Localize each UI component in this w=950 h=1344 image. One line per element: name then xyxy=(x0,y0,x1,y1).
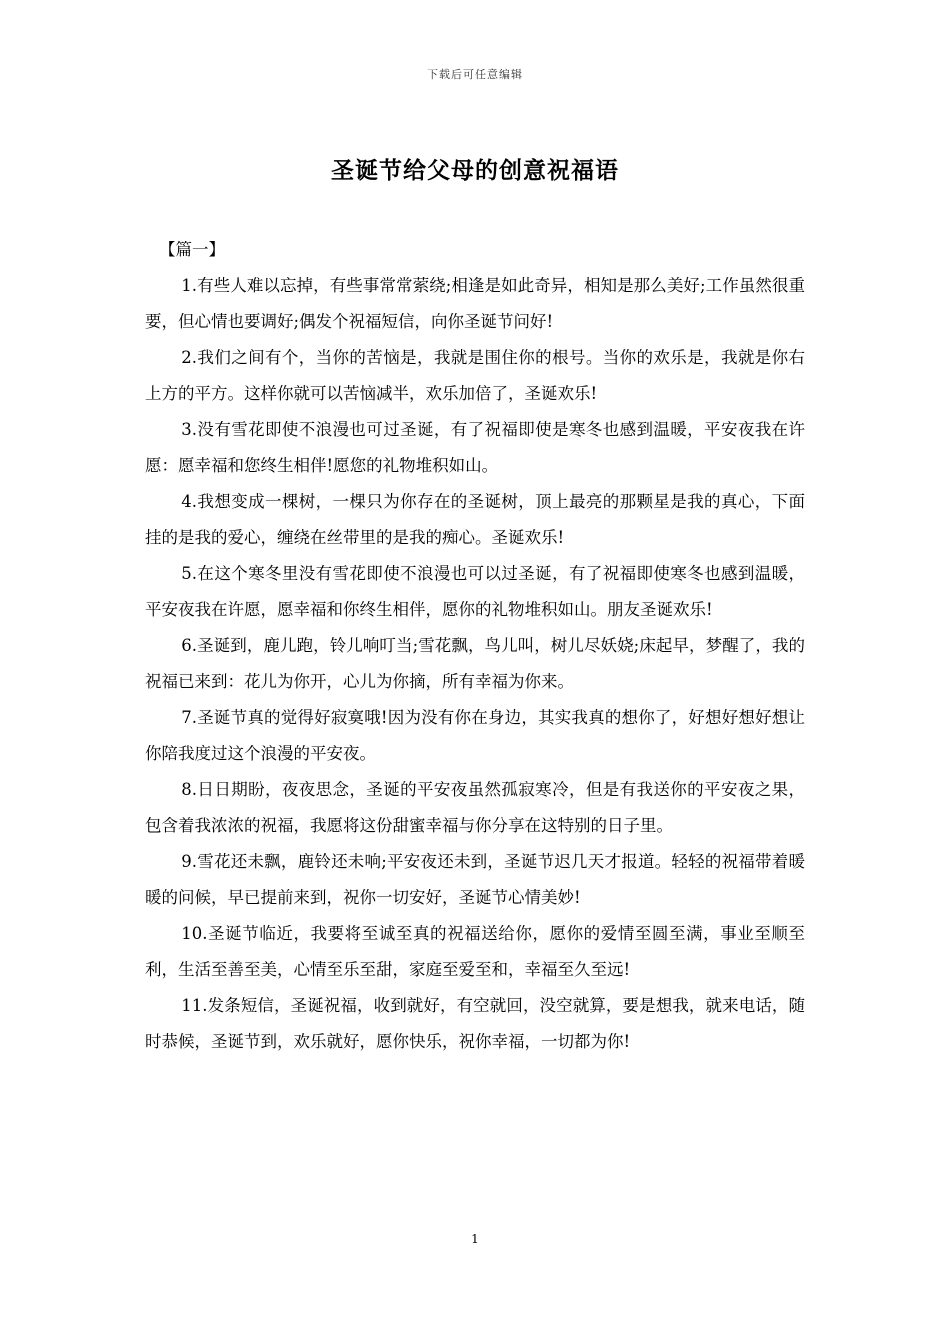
paragraph-4: 4.我想变成一棵树，一棵只为你存在的圣诞树，顶上最亮的那颗星是我的真心，下面挂的是我的爱心，缠绕在丝带里的是我的痴心。圣诞欢乐! xyxy=(145,492,805,547)
page-number: 1 xyxy=(471,1232,479,1246)
paragraph-10: 10.圣诞节临近，我要将至诚至真的祝福送给你，愿你的爱情至圆至满，事业至顺至利，生活至善至美，心情至乐至甜，家庭至爱至和，幸福至久至远! xyxy=(145,924,805,979)
document-body xyxy=(145,232,805,1060)
paragraph-6: 6.圣诞到，鹿儿跑，铃儿响叮当;雪花飘，鸟儿叫，树儿尽妖娆;床起早，梦醒了，我的祝福已来到：花儿为你开，心儿为你摘，所有幸福为你来。 xyxy=(145,636,805,691)
paragraph-5: 5.在这个寒冬里没有雪花即使不浪漫也可以过圣诞，有了祝福即使寒冬也感到温暖，平安夜我在许愿，愿幸福和你终生相伴，愿你的礼物堆积如山。朋友圣诞欢乐! xyxy=(145,564,805,619)
paragraph-9: 9.雪花还未飘，鹿铃还未响;平安夜还未到，圣诞节迟几天才报道。轻轻的祝福带着暖暖的问候，早已提前来到，祝你一切安好，圣诞节心情美妙! xyxy=(145,852,805,907)
document-title: 圣诞节给父母的创意祝福语 xyxy=(331,157,619,184)
paragraph-7: 7.圣诞节真的觉得好寂寞哦!因为没有你在身边，其实我真的想你了，好想好想好想让你陪我度过这个浪漫的平安夜。 xyxy=(145,708,805,763)
section-heading: 【篇一】 xyxy=(159,240,225,259)
header-note: 下载后可任意编辑 xyxy=(427,68,523,81)
paragraph-3: 3.没有雪花即使不浪漫也可过圣诞，有了祝福即使是寒冬也感到温暖，平安夜我在许愿：愿幸福和您终生相伴!愿您的礼物堆积如山。 xyxy=(145,420,805,475)
paragraph-2: 2.我们之间有个，当你的苦恼是，我就是围住你的根号。当你的欢乐是，我就是你右上方的平方。这样你就可以苦恼减半，欢乐加倍了，圣诞欢乐! xyxy=(145,348,805,403)
paragraph-11: 11.发条短信，圣诞祝福，收到就好，有空就回，没空就算，要是想我，就来电话，随时恭候，圣诞节到，欢乐就好，愿你快乐，祝你幸福，一切都为你! xyxy=(145,996,805,1051)
paragraph-1: 1.有些人难以忘掉，有些事常常萦绕;相逢是如此奇异，相知是那么美好;工作虽然很重要，但心情也要调好;偶发个祝福短信，向你圣诞节问好! xyxy=(145,276,805,331)
paragraph-8: 8.日日期盼，夜夜思念，圣诞的平安夜虽然孤寂寒冷，但是有我送你的平安夜之果，包含着我浓浓的祝福，我愿将这份甜蜜幸福与你分享在这特别的日子里。 xyxy=(145,780,805,835)
